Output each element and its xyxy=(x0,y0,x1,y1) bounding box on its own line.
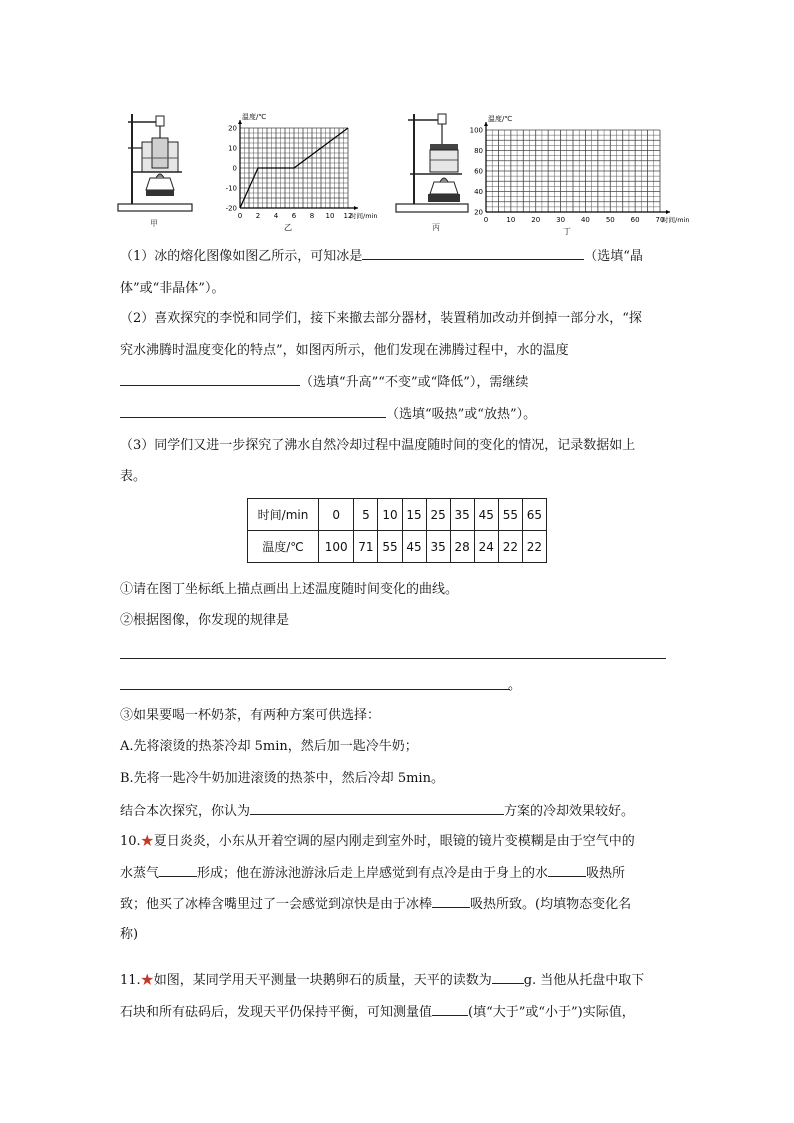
x-tick-label: 60 xyxy=(630,216,640,224)
q11-text2a: 石块和所有砝码后，发现天平仍保持平衡，可知测量值 xyxy=(120,1005,433,1020)
cooling-data-table xyxy=(247,498,547,563)
y-tick-label: 0 xyxy=(232,164,237,173)
q11-reading-blank[interactable] xyxy=(492,971,524,984)
table-cell: 5 xyxy=(354,499,378,531)
q10-line1 xyxy=(120,833,635,851)
q3-step2-end: 。 xyxy=(508,678,522,693)
q3-plan-blank[interactable] xyxy=(250,802,504,815)
q3-conclusion-pre: 结合本次探究，你认为 xyxy=(120,804,251,819)
table-cell: 10 xyxy=(378,499,402,531)
x-tick-label: 10 xyxy=(506,216,516,224)
q2-temperature-blank[interactable] xyxy=(120,373,300,386)
table-cell: 71 xyxy=(354,531,378,563)
table-cell: 22 xyxy=(522,531,546,563)
figure-jia-caption: 甲 xyxy=(150,219,158,228)
y-axis-label: 温度/℃ xyxy=(242,113,267,121)
q3-step1: ①请在图丁坐标纸上描点画出上述温度随时间变化的曲线。 xyxy=(120,582,459,597)
figure-jia xyxy=(116,108,196,228)
y-tick-label: 20 xyxy=(228,124,237,133)
table-cell: 45 xyxy=(402,531,426,563)
x-tick-label: 2 xyxy=(255,212,261,220)
figure-yi xyxy=(224,100,378,235)
x-tick-label: 30 xyxy=(556,216,566,224)
y-tick-label: 40 xyxy=(474,188,483,196)
q10-text3b: 吸热所致。(均填物态变化名 xyxy=(470,897,632,912)
q10-text3a: 致；他买了冰棒含嘴里过了一会感觉到凉快是由于冰棒 xyxy=(120,897,433,912)
q3-step3: ③如果要喝一杯奶茶，有两种方案可供选择： xyxy=(120,708,381,723)
q1-line xyxy=(120,247,643,266)
q3-rule-blank-2[interactable] xyxy=(120,689,510,690)
q3-option-b: B.先将一匙冷牛奶加进滚烫的热茶中，然后冷却 5min。 xyxy=(120,771,444,786)
x-tick-label: 70 xyxy=(655,216,665,224)
table-cell: 100 xyxy=(319,531,354,563)
q2-line2: 究水沸腾时温度变化的特点”，如图丙所示，他们发现在沸腾过程中，水的温度 xyxy=(120,343,569,358)
q10-text2a: 水蒸气 xyxy=(120,866,160,881)
q2-heat-blank[interactable] xyxy=(120,405,386,418)
melting-apparatus-illustration xyxy=(116,108,196,213)
y-tick-label: -20 xyxy=(225,204,237,213)
x-tick-label: 12 xyxy=(343,212,353,220)
q3-conclusion xyxy=(120,802,634,821)
table-header-time: 时间/min xyxy=(248,499,319,531)
y-tick-label: -10 xyxy=(225,184,237,193)
q2-line4 xyxy=(120,405,536,424)
x-tick-label: 6 xyxy=(291,212,297,220)
table-cell: 28 xyxy=(450,531,474,563)
table-header-temperature: 温度/℃ xyxy=(248,531,319,563)
table-cell: 35 xyxy=(450,499,474,531)
x-tick-label: 0 xyxy=(237,212,243,220)
y-tick-label: 100 xyxy=(469,126,483,135)
q3-line2: 表。 xyxy=(120,469,147,484)
q3-conclusion-post: 方案的冷却效果较好。 xyxy=(504,804,635,819)
figure-bing-caption: 丙 xyxy=(432,223,440,232)
q11-text2b: (填“大于”或“小于”)实际值， xyxy=(468,1005,635,1020)
table-cell: 55 xyxy=(498,499,522,531)
q10-blank-1[interactable] xyxy=(159,864,197,877)
table-cell: 45 xyxy=(474,499,498,531)
x-tick-label: 10 xyxy=(325,212,335,220)
figure-caption: 乙 xyxy=(284,223,292,232)
q10-blank-3[interactable] xyxy=(432,895,470,908)
q11-text1b: g. 当他从托盘中取下 xyxy=(523,973,645,988)
x-tick-label: 0 xyxy=(483,216,489,224)
x-tick-label: 8 xyxy=(309,212,315,220)
q3-line1: （3）同学们又进一步探究了沸水自然冷却过程中温度随时间的变化的情况，记录数据如上 xyxy=(120,438,636,453)
q11-line2 xyxy=(120,1003,635,1022)
q10-number: 10. xyxy=(120,834,141,849)
cooling-curve-grid[interactable] xyxy=(462,100,692,235)
table-row-temperature xyxy=(248,531,547,563)
table-cell: 0 xyxy=(319,499,354,531)
q1-answer-blank[interactable] xyxy=(362,247,584,260)
x-axis-arrow xyxy=(666,210,670,214)
y-tick-label: 10 xyxy=(228,144,237,153)
x-tick-label: 50 xyxy=(605,216,615,224)
figure-ding xyxy=(462,100,692,235)
q11-text1a: 如图，某同学用天平测量一块鹅卵石的质量，天平的读数为 xyxy=(153,973,492,988)
q10-line4: 称) xyxy=(120,927,139,942)
x-tick-label: 4 xyxy=(273,212,279,220)
y-tick-label: 20 xyxy=(474,208,483,217)
table-cell: 55 xyxy=(378,531,402,563)
q1-after: （选填“晶 xyxy=(584,249,643,264)
star-icon: ★ xyxy=(140,973,154,988)
table-cell: 15 xyxy=(402,499,426,531)
q11-line1 xyxy=(120,971,644,990)
q11-compare-blank[interactable] xyxy=(432,1003,468,1016)
q3-rule-blank-1[interactable] xyxy=(120,658,666,659)
table-row-time xyxy=(248,499,547,531)
y-tick-label: 60 xyxy=(474,167,483,176)
x-tick-label: 20 xyxy=(531,216,541,224)
q10-text2b: 形成；他在游泳池游泳后走上岸感觉到有点冷是由于身上的水 xyxy=(197,866,549,881)
q11-number: 11. xyxy=(120,973,141,988)
q2-line4-after: （选填“吸热”或“放热”）。 xyxy=(386,407,537,422)
q10-blank-2[interactable] xyxy=(548,864,586,877)
star-icon: ★ xyxy=(140,834,154,849)
q10-line2 xyxy=(120,864,625,883)
q10-text2c: 吸热所 xyxy=(586,866,626,881)
y-axis-label: 温度/℃ xyxy=(488,115,513,123)
table-cell: 25 xyxy=(426,499,450,531)
q1-text: （1）冰的熔化图像如图乙所示，可知冰是 xyxy=(120,249,363,264)
x-axis-label: 时间/min xyxy=(662,216,690,224)
table-cell: 65 xyxy=(522,499,546,531)
x-tick-label: 40 xyxy=(580,216,590,224)
table-cell: 24 xyxy=(474,531,498,563)
ice-melting-chart xyxy=(224,100,378,235)
x-axis-arrow xyxy=(354,206,358,210)
q2-line1: （2）喜欢探究的李悦和同学们，接下来撤去部分器材，装置稍加改动并倒掉一部分水，“探 xyxy=(120,311,642,326)
table-cell: 35 xyxy=(426,531,450,563)
q3-option-a: A.先将滚烫的热茶冷却 5min，然后加一匙冷牛奶； xyxy=(120,739,418,754)
q10-line3 xyxy=(120,895,631,914)
q1-cont: 体”或“非晶体”）。 xyxy=(120,281,225,296)
table-cell: 22 xyxy=(498,531,522,563)
y-tick-label: 80 xyxy=(474,147,483,155)
q10-text1: 夏日炎炎，小东从开着空调的屋内刚走到室外时，眼镜的镜片变模糊是由于空气中的 xyxy=(153,834,635,849)
q2-line3-after: （选填“升高”“不变”或“降低”），需继续 xyxy=(300,375,529,390)
figure-caption: 丁 xyxy=(563,227,571,236)
q3-step2: ②根据图像，你发现的规律是 xyxy=(120,613,290,628)
x-axis-label: 时间/min xyxy=(350,212,378,220)
q2-line3 xyxy=(120,373,528,392)
